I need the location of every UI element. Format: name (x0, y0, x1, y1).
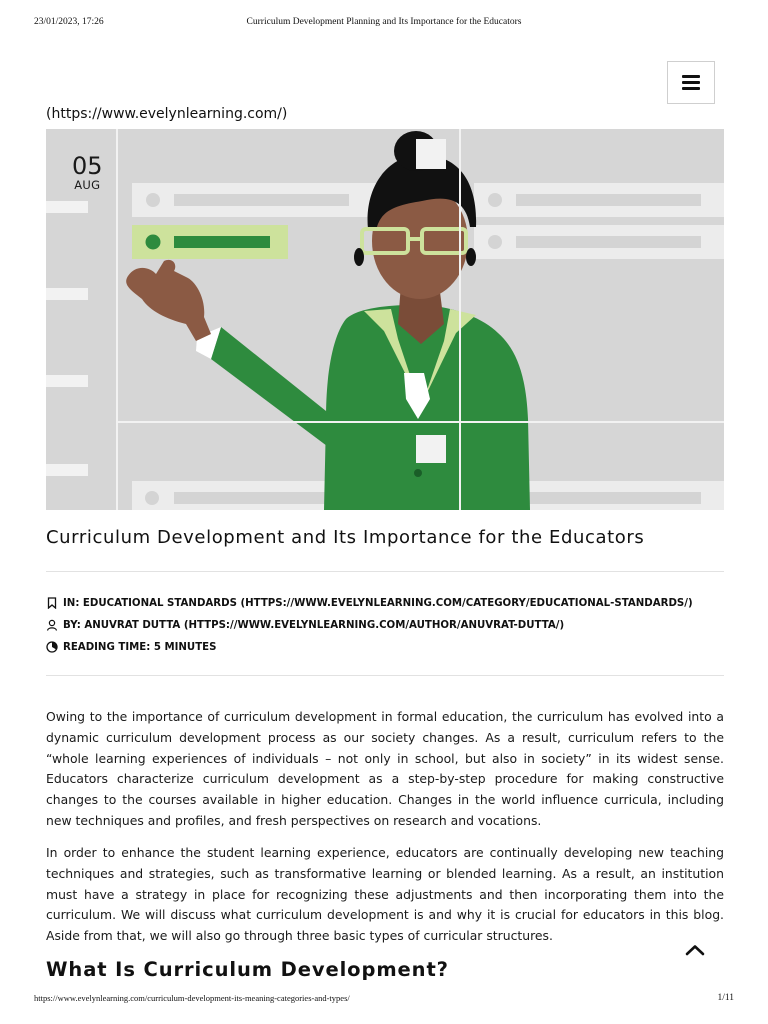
author-link[interactable]: BY: ANUVRAT DUTTA (HTTPS://WWW.EVELYNLEARNING.COM/AUTHOR/ANUVRAT-DUTTA/) (63, 619, 565, 631)
scroll-to-top-button[interactable] (680, 940, 710, 964)
meta-reading-time (46, 636, 736, 658)
chevron-up-icon (685, 943, 705, 961)
article-paragraph: Owing to the importance of curriculum development in formal education, the curriculum has evolved into a dynamic curriculum development process as our society changes. As a result, curriculum refers to the “whole learning experiences of individuals – not only in school, but also in society” in its widest sense. Educators characterize curriculum development as a step-by-step procedure for making constructive changes to the courses available in higher education. Changes in the world influence curricula, including new techniques and profiles, and fresh perspectives on research and vocations. (46, 709, 724, 828)
post-date-day: 05 (72, 152, 103, 180)
reading-time-text: READING TIME: 5 MINUTES (63, 641, 217, 653)
print-document-title: Curriculum Development Planning and Its Importance for the Educators (246, 17, 522, 27)
article-paragraph: In order to enhance the student learning experience, educators are continually developing new teaching techniques and strategies, such as transformative learning or blended learning. As a result, an institution must have a strategy in place for recognizing these adjustments and then incorporating them into the curriculum. We will discuss what curriculum development is and why it is crucial for educators in this blog. Aside from that, we will also go through three basic types of curricular structures. (46, 845, 724, 944)
post-date-badge (72, 153, 103, 192)
meta-category (46, 592, 736, 614)
site-logo-link[interactable]: (https://www.evelynlearning.com/) (46, 106, 288, 122)
teacher-illustration (46, 129, 724, 510)
print-page-number: 1/11 (717, 993, 734, 1003)
print-datetime: 23/01/2023, 17:26 (34, 17, 104, 27)
meta-author (46, 614, 736, 636)
clock-icon (46, 641, 58, 653)
menu-button[interactable] (667, 61, 715, 104)
article-meta (46, 592, 736, 658)
bookmark-icon (46, 597, 58, 609)
post-date-month: AUG (74, 178, 101, 192)
article-title: Curriculum Development and Its Importance for the Educators (46, 527, 645, 548)
divider (46, 675, 724, 676)
print-footer (34, 993, 734, 1007)
category-link[interactable]: IN: EDUCATIONAL STANDARDS (HTTPS://WWW.EVELYNLEARNING.COM/CATEGORY/EDUCATIONAL-STANDARDS/) (63, 597, 693, 609)
divider (46, 571, 724, 572)
hero-image (46, 129, 724, 510)
print-header (34, 17, 734, 31)
section-heading: What Is Curriculum Development? (46, 958, 449, 981)
print-url: https://www.evelynlearning.com/curriculum-development-its-meaning-categories-and-types/ (34, 993, 350, 1003)
hamburger-menu-icon (682, 75, 700, 90)
user-icon (46, 619, 58, 631)
